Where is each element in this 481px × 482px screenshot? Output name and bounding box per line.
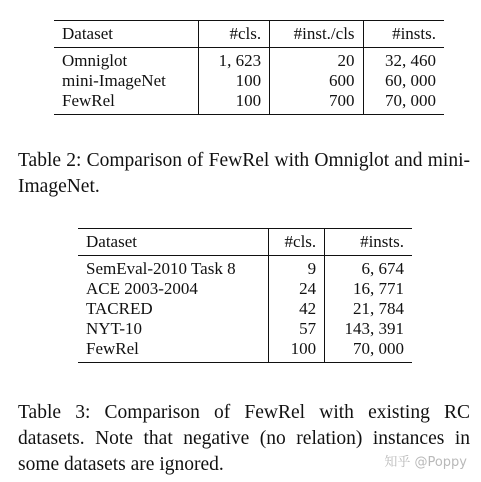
column-header: Dataset [78, 229, 269, 256]
table-row [54, 48, 444, 72]
table-cell: 32, 460 [363, 48, 444, 72]
watermark: 知乎 @Poppy [384, 455, 467, 470]
table-cell: FewRel [54, 91, 198, 115]
table-cell: 1, 623 [198, 48, 269, 72]
table-cell: 24 [269, 279, 325, 299]
table-row [54, 91, 444, 115]
table-cell: 20 [270, 48, 363, 72]
table-cell: 6, 674 [325, 256, 412, 280]
table-cell: 60, 000 [385, 71, 436, 90]
table-cell: 57 [269, 319, 325, 339]
table-row [78, 256, 412, 280]
table-2 [54, 20, 444, 115]
table-3-caption: Table 3: Comparison of FewRel with existing RC datasets. Note that negative (no relation) instances in some datasets are ignored. [18, 402, 470, 475]
table-cell: mini-ImageNet [54, 71, 198, 91]
table-cell: 100 [269, 339, 325, 363]
table-cell: 143, 391 [344, 319, 404, 338]
table-cell: 42 [269, 299, 325, 319]
table-cell: 100 [198, 91, 269, 115]
table-cell: 100 [198, 71, 269, 91]
table-cell: 16, 771 [353, 279, 404, 298]
table-3 [78, 228, 412, 363]
column-header: #insts. [325, 229, 412, 256]
table-row [78, 339, 412, 363]
table-cell: 9 [269, 256, 325, 280]
table-cell: FewRel [78, 339, 269, 363]
column-header: Dataset [54, 21, 198, 48]
table-row [54, 71, 444, 91]
table-row [78, 319, 412, 339]
table-cell: NYT-10 [78, 319, 269, 339]
table-row [78, 279, 412, 299]
table-cell: 600 [270, 71, 363, 91]
table-cell: Omniglot [54, 48, 198, 72]
table-cell: 70, 000 [325, 339, 412, 363]
table-header-row [54, 21, 444, 48]
column-header: #inst./cls [270, 21, 363, 48]
table-cell: 70, 000 [363, 91, 444, 115]
table-2-caption: Table 2: Comparison of FewRel with Omniglot and mini-ImageNet. [18, 150, 470, 197]
column-header: #insts. [363, 21, 444, 48]
table-cell: 21, 784 [353, 299, 404, 318]
column-header: #cls. [198, 21, 269, 48]
table-row [78, 299, 412, 319]
table-cell: SemEval-2010 Task 8 [78, 256, 269, 280]
table-cell: ACE 2003-2004 [78, 279, 269, 299]
table-cell: 700 [270, 91, 363, 115]
column-header: #cls. [269, 229, 325, 256]
table-header-row [78, 229, 412, 256]
table-cell: TACRED [78, 299, 269, 319]
